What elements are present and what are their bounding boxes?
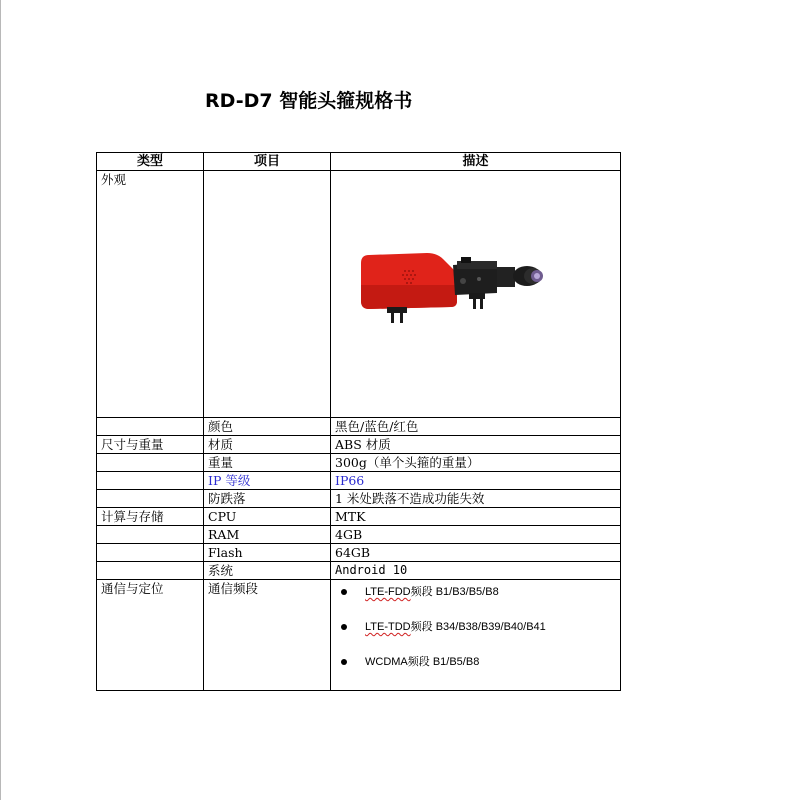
cell-item: Flash: [204, 544, 331, 562]
cell-item: [204, 171, 331, 418]
table-row: [97, 562, 621, 580]
cell-type: 尺寸与重量: [97, 436, 204, 454]
table-row: [97, 472, 621, 490]
cell-item: IP 等级: [204, 472, 331, 490]
cell-type: [97, 454, 204, 472]
document-title: RD-D7 智能头箍规格书: [205, 90, 413, 112]
cell-description: ABS 材质: [331, 436, 621, 454]
cell-item: 系统: [204, 562, 331, 580]
cell-description: MTK: [331, 508, 621, 526]
cell-description: Android 10: [331, 562, 621, 580]
cell-item: 颜色: [204, 418, 331, 436]
spec-table: [96, 152, 621, 691]
band-name: LTE-TDD: [365, 621, 411, 633]
table-row: [97, 171, 621, 418]
product-photo: [357, 245, 557, 325]
cell-type: 计算与存储: [97, 508, 204, 526]
cell-description: 300g（单个头箍的重量）: [331, 454, 621, 472]
bullet-icon: [341, 589, 347, 595]
cell-item: CPU: [204, 508, 331, 526]
band-detail: 频段 B1/B5/B8: [407, 656, 480, 668]
cell-item: 重量: [204, 454, 331, 472]
cell-type: 外观: [97, 171, 204, 418]
cell-item: RAM: [204, 526, 331, 544]
band-list: [335, 580, 616, 690]
table-row: [97, 508, 621, 526]
cell-type: [97, 562, 204, 580]
list-item: [339, 620, 616, 655]
cell-type: 通信与定位: [97, 580, 204, 691]
cell-item: 防跌落: [204, 490, 331, 508]
table-row: [97, 436, 621, 454]
band-detail: 频段 B34/B38/B39/B40/B41: [410, 621, 546, 633]
cell-type: [97, 544, 204, 562]
header-type: 类型: [97, 153, 204, 171]
cell-item: 通信频段: [204, 580, 331, 691]
table-row: [97, 526, 621, 544]
bullet-icon: [341, 659, 347, 665]
band-detail: 频段 B1/B3/B5/B8: [410, 586, 499, 598]
cell-item: 材质: [204, 436, 331, 454]
header-item: 项目: [204, 153, 331, 171]
cell-description: [331, 171, 621, 418]
header-description: 描述: [331, 153, 621, 171]
list-item: [339, 585, 616, 620]
cell-type: [97, 526, 204, 544]
page-left-border: [0, 0, 1, 800]
list-item: [339, 655, 616, 690]
cell-type: [97, 418, 204, 436]
cell-description: 黑色/蓝色/红色: [331, 418, 621, 436]
cell-description: 64GB: [331, 544, 621, 562]
table-row: [97, 580, 621, 691]
table-row: [97, 418, 621, 436]
table-row: [97, 544, 621, 562]
cell-description: IP66: [331, 472, 621, 490]
cell-description: 4GB: [331, 526, 621, 544]
cell-type: [97, 490, 204, 508]
band-name: WCDMA: [365, 656, 408, 668]
cell-type: [97, 472, 204, 490]
table-header-row: [97, 153, 621, 171]
table-row: [97, 454, 621, 472]
band-name: LTE-FDD: [365, 586, 411, 598]
cell-description: [331, 580, 621, 691]
cell-description: 1 米处跌落不造成功能失效: [331, 490, 621, 508]
bullet-icon: [341, 624, 347, 630]
table-row: [97, 490, 621, 508]
